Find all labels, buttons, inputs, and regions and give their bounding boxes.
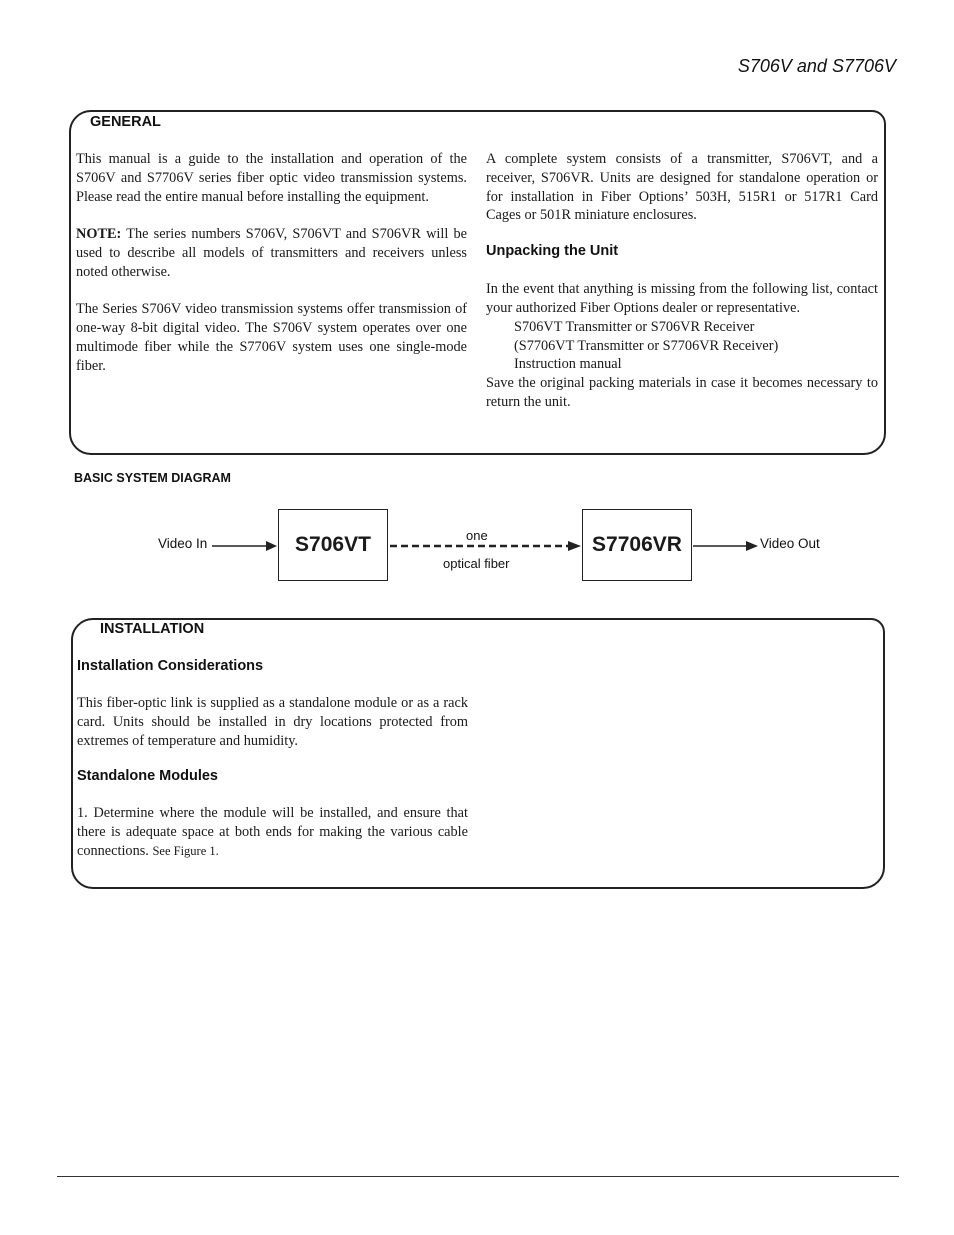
video-in-label: Video In bbox=[158, 536, 208, 551]
receiver-label: S7706VR bbox=[592, 533, 682, 556]
step-1-text: 1. Determine where the module will be installed, and ensure that there is adequate space at both ends for making the various cable connections. bbox=[77, 805, 468, 859]
video-out-label: Video Out bbox=[760, 536, 820, 551]
standalone-step-1 bbox=[77, 804, 468, 860]
note-label: NOTE: bbox=[76, 226, 122, 243]
note-text: The series numbers S706V, S706VT and S706VR will be used to describe all models of transmitters and receivers unless noted otherwise. bbox=[76, 226, 467, 280]
diagram-title: BASIC SYSTEM DIAGRAM bbox=[74, 471, 231, 485]
transmitter-box bbox=[278, 509, 388, 581]
figure-reference: See Figure 1. bbox=[152, 843, 219, 858]
footer-divider bbox=[57, 1176, 899, 1177]
general-left-column bbox=[76, 150, 467, 376]
general-right-column bbox=[486, 150, 878, 412]
fiber-label-top: one bbox=[466, 528, 488, 543]
installation-column bbox=[77, 658, 468, 861]
document-title: S706V and S7706V bbox=[737, 56, 896, 76]
optical-fiber-arrow bbox=[388, 536, 582, 556]
unpacking-item: Instruction manual bbox=[514, 356, 622, 373]
receiver-box bbox=[582, 509, 692, 581]
installation-section-title: INSTALLATION bbox=[94, 621, 210, 637]
general-intro-paragraph: This manual is a guide to the installation and operation of the S706V and S7706V series fiber optic video transmission systems. Please read the entire manual before installing the equipment. bbox=[76, 151, 467, 205]
unpacking-item: (S7706VT Transmitter or S7706VR Receiver) bbox=[514, 337, 779, 354]
unpacking-heading: Unpacking the Unit bbox=[486, 243, 619, 260]
standalone-modules-heading: Standalone Modules bbox=[77, 768, 218, 785]
general-series-paragraph: The Series S706V video transmission systems offer transmission of one-way 8-bit digital video. The S706V system operates over one multimode fiber while the S7706V system uses one single-mode fiber. bbox=[76, 301, 467, 374]
installation-considerations-text: This fiber-optic link is supplied as a standalone module or as a rack card. Units should be installed in dry locations protected from extremes of temperature and humidity. bbox=[77, 695, 468, 749]
general-note-paragraph bbox=[76, 225, 467, 281]
general-section-title: GENERAL bbox=[84, 114, 167, 130]
video-out-arrow bbox=[692, 536, 760, 556]
general-system-paragraph: A complete system consists of a transmitter, S706VT, and a receiver, S706VR. Units are designed for standalone operation or for installation in Fiber Options’ 503H, 515R1 or 517R1 Card Cages or 501R miniature enclosures. bbox=[486, 151, 878, 224]
unpacking-intro: In the event that anything is missing from the following list, contact your authorized Fiber Options dealer or representative. bbox=[486, 281, 878, 316]
transmitter-label: S706VT bbox=[295, 533, 371, 556]
installation-considerations-heading: Installation Considerations bbox=[77, 658, 264, 674]
unpacking-item: S706VT Transmitter or S706VR Receiver bbox=[514, 318, 755, 335]
video-in-arrow bbox=[210, 536, 278, 556]
unpacking-outro: Save the original packing materials in case it becomes necessary to return the unit. bbox=[486, 375, 878, 410]
fiber-label-bottom: optical fiber bbox=[443, 556, 510, 571]
